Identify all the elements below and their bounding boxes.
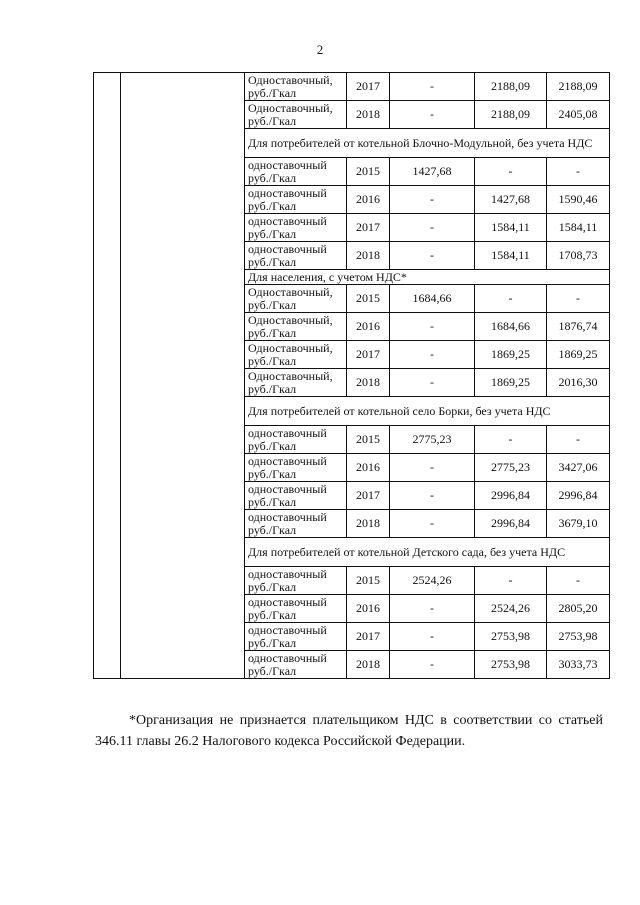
tariff-unit-cell: одноставочный руб./Гкал	[245, 510, 347, 538]
second-half-end-cell: 2405,08	[547, 101, 610, 129]
year-cell: 2017	[347, 214, 390, 242]
tariff-unit-cell: одноставочный руб./Гкал	[245, 214, 347, 242]
second-half-start-cell: -	[475, 285, 547, 313]
tariff-unit-cell: одноставочный руб./Гкал	[245, 651, 347, 679]
year-cell: 2016	[347, 454, 390, 482]
first-half-value-cell: -	[390, 623, 475, 651]
first-half-value-cell: -	[390, 242, 475, 270]
year-cell: 2015	[347, 426, 390, 454]
second-half-start-cell: 1427,68	[475, 186, 547, 214]
tariff-unit-cell: Одноставочный, руб./Гкал	[245, 369, 347, 397]
year-cell: 2016	[347, 313, 390, 341]
first-half-value-cell: -	[390, 651, 475, 679]
tariff-unit-cell: одноставочный руб./Гкал	[245, 454, 347, 482]
tariff-unit-cell: одноставочный руб./Гкал	[245, 158, 347, 186]
tariff-unit-cell: одноставочный руб./Гкал	[245, 567, 347, 595]
second-half-end-cell: 2016,30	[547, 369, 610, 397]
first-half-value-cell: 1427,68	[390, 158, 475, 186]
second-half-end-cell: -	[547, 567, 610, 595]
second-half-end-cell: 1869,25	[547, 341, 610, 369]
tariff-unit-cell: Одноставочный, руб./Гкал	[245, 101, 347, 129]
empty-column-number	[94, 73, 121, 679]
section-title: Для населения, с учетом НДС*	[245, 270, 610, 285]
second-half-start-cell: -	[475, 158, 547, 186]
tariff-table-body	[94, 73, 610, 679]
second-half-start-cell: -	[475, 567, 547, 595]
section-title: Для потребителей от котельной Блочно-Модульной, без учета НДС	[245, 129, 610, 158]
second-half-end-cell: -	[547, 285, 610, 313]
year-cell: 2017	[347, 73, 390, 101]
second-half-end-cell: 3033,73	[547, 651, 610, 679]
second-half-start-cell: -	[475, 426, 547, 454]
second-half-end-cell: 2753,98	[547, 623, 610, 651]
section-title: Для потребителей от котельной Детского сада, без учета НДС	[245, 538, 610, 567]
second-half-end-cell: 1584,11	[547, 214, 610, 242]
tariff-unit-cell: Одноставочный, руб./Гкал	[245, 73, 347, 101]
second-half-start-cell: 1869,25	[475, 341, 547, 369]
first-half-value-cell: -	[390, 595, 475, 623]
empty-column-organization	[121, 73, 245, 679]
year-cell: 2017	[347, 482, 390, 510]
second-half-end-cell: 2805,20	[547, 595, 610, 623]
tariff-unit-cell: одноставочный руб./Гкал	[245, 595, 347, 623]
second-half-start-cell: 1584,11	[475, 214, 547, 242]
second-half-start-cell: 2753,98	[475, 623, 547, 651]
year-cell: 2015	[347, 567, 390, 595]
first-half-value-cell: 2775,23	[390, 426, 475, 454]
second-half-end-cell: 3427,06	[547, 454, 610, 482]
second-half-end-cell: 2188,09	[547, 73, 610, 101]
first-half-value-cell: -	[390, 313, 475, 341]
second-half-start-cell: 2996,84	[475, 482, 547, 510]
page-number: 2	[316, 42, 324, 57]
second-half-start-cell: 2524,26	[475, 595, 547, 623]
year-cell: 2018	[347, 242, 390, 270]
first-half-value-cell: -	[390, 186, 475, 214]
year-cell: 2018	[347, 101, 390, 129]
tariff-unit-cell: Одноставочный, руб./Гкал	[245, 285, 347, 313]
first-half-value-cell: -	[390, 482, 475, 510]
footnote: *Организация не признается плательщиком НДС в соответствии со статьей 346.11 главы 26.2 Налогового кодекса Российской Федерации.	[95, 713, 603, 749]
first-half-value-cell: -	[390, 73, 475, 101]
year-cell: 2017	[347, 623, 390, 651]
table-row	[94, 73, 610, 101]
second-half-end-cell: 1590,46	[547, 186, 610, 214]
tariff-unit-cell: одноставочный руб./Гкал	[245, 426, 347, 454]
first-half-value-cell: -	[390, 369, 475, 397]
year-cell: 2015	[347, 158, 390, 186]
tariff-unit-cell: Одноставочный, руб./Гкал	[245, 313, 347, 341]
section-title: Для потребителей от котельной село Борки, без учета НДС	[245, 397, 610, 426]
year-cell: 2018	[347, 651, 390, 679]
second-half-end-cell: -	[547, 158, 610, 186]
year-cell: 2016	[347, 186, 390, 214]
tariff-table	[93, 72, 610, 679]
year-cell: 2018	[347, 510, 390, 538]
first-half-value-cell: -	[390, 454, 475, 482]
year-cell: 2015	[347, 285, 390, 313]
second-half-start-cell: 1584,11	[475, 242, 547, 270]
year-cell: 2017	[347, 341, 390, 369]
first-half-value-cell: 2524,26	[390, 567, 475, 595]
second-half-start-cell: 2996,84	[475, 510, 547, 538]
second-half-start-cell: 2753,98	[475, 651, 547, 679]
first-half-value-cell: -	[390, 101, 475, 129]
second-half-end-cell: 1708,73	[547, 242, 610, 270]
second-half-end-cell: -	[547, 426, 610, 454]
tariff-unit-cell: одноставочный руб./Гкал	[245, 623, 347, 651]
second-half-start-cell: 2188,09	[475, 101, 547, 129]
tariff-unit-cell: Одноставочный, руб./Гкал	[245, 341, 347, 369]
year-cell: 2016	[347, 595, 390, 623]
first-half-value-cell: -	[390, 510, 475, 538]
tariff-unit-cell: одноставочный руб./Гкал	[245, 482, 347, 510]
first-half-value-cell: -	[390, 341, 475, 369]
tariff-unit-cell: одноставочный руб./Гкал	[245, 242, 347, 270]
first-half-value-cell: 1684,66	[390, 285, 475, 313]
second-half-end-cell: 3679,10	[547, 510, 610, 538]
second-half-start-cell: 1684,66	[475, 313, 547, 341]
tariff-unit-cell: одноставочный руб./Гкал	[245, 186, 347, 214]
second-half-end-cell: 2996,84	[547, 482, 610, 510]
first-half-value-cell: -	[390, 214, 475, 242]
second-half-start-cell: 2188,09	[475, 73, 547, 101]
year-cell: 2018	[347, 369, 390, 397]
second-half-start-cell: 2775,23	[475, 454, 547, 482]
second-half-start-cell: 1869,25	[475, 369, 547, 397]
second-half-end-cell: 1876,74	[547, 313, 610, 341]
